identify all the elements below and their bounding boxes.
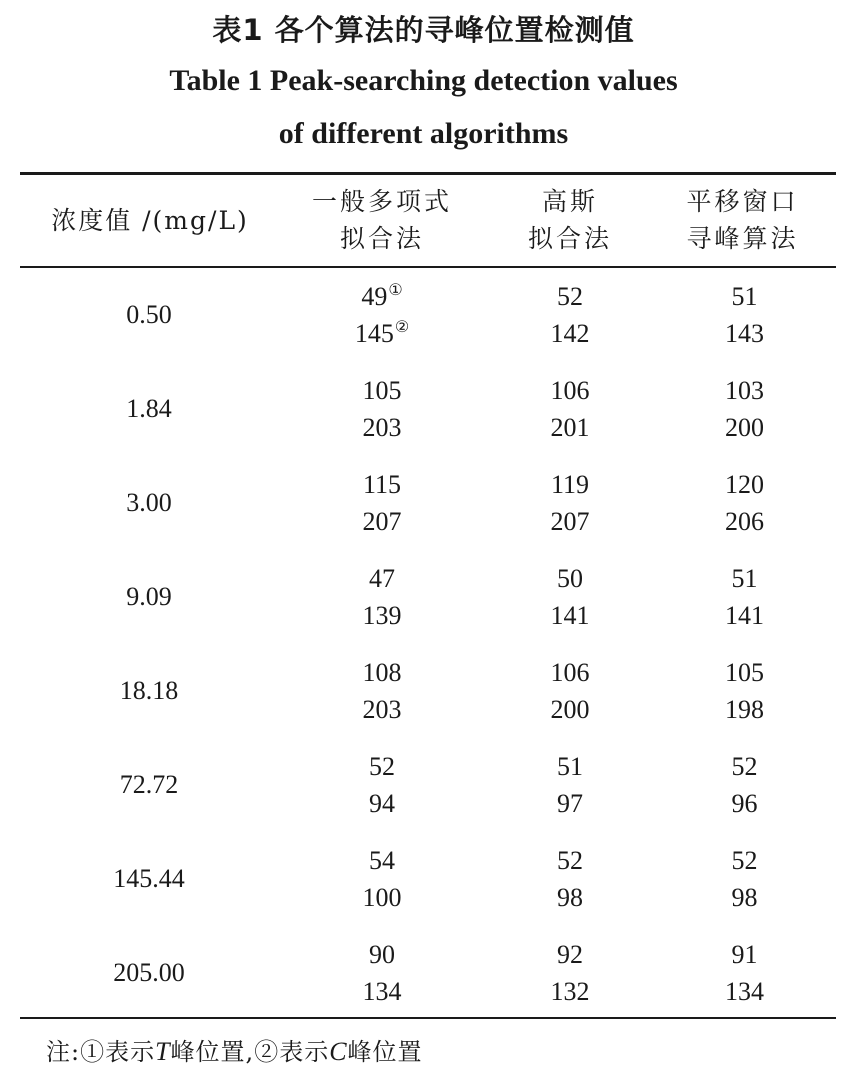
c-peak-value: 145② [354, 319, 410, 348]
gaussian-cell [470, 936, 670, 1010]
t-peak-value: 103 [725, 376, 764, 405]
concentration-cell: 9.09 [126, 582, 172, 611]
table-body [20, 278, 836, 1030]
polynomial-cell [282, 654, 482, 728]
window-cell [642, 654, 847, 728]
t-peak-value: 92 [557, 940, 583, 969]
c-peak-value: 139 [362, 601, 402, 630]
c-peak-value: 100 [362, 883, 402, 912]
t-peak-value: 52 [369, 752, 395, 781]
t-peak-value: 54 [369, 846, 395, 875]
c-peak-value: 207 [550, 507, 590, 536]
window-cell [642, 936, 847, 1010]
c-peak-value: 132 [550, 977, 590, 1006]
t-peak-value: 50 [557, 564, 583, 593]
concentration-cell: 145.44 [113, 864, 185, 893]
table-title-english-line2: of different algorithms [278, 117, 569, 150]
polynomial-cell [282, 560, 482, 634]
c-peak-value: 98 [557, 883, 583, 912]
footnote-middle: 峰位置,②表示 [170, 1038, 330, 1066]
c-peak-value: 200 [550, 695, 590, 724]
concentration-cell: 72.72 [119, 770, 179, 799]
header-polynomial-line1: 一般多项式 [311, 187, 452, 216]
polynomial-cell [282, 278, 482, 352]
c-peak-value: 96 [731, 789, 758, 818]
c-peak-value: 203 [362, 413, 402, 442]
t-peak-value: 115 [362, 470, 402, 499]
window-cell [642, 842, 847, 916]
polynomial-cell [282, 748, 482, 822]
c-peak-value: 134 [362, 977, 402, 1006]
top-rule [20, 172, 836, 175]
table-row [20, 936, 836, 1030]
concentration-cell: 1.84 [126, 394, 172, 423]
t-peak-value: 105 [362, 376, 402, 405]
header-window-line1: 平移窗口 [686, 187, 799, 216]
header-polynomial-fit [282, 183, 482, 257]
window-cell [642, 372, 847, 446]
footnote-prefix: 注:①表示 [46, 1038, 156, 1066]
c-peak-value: 206 [725, 507, 764, 536]
t-peak-value: 51 [731, 564, 758, 593]
header-gaussian-line1: 高斯 [541, 187, 598, 216]
t-peak-value: 49① [361, 282, 403, 311]
table-row [20, 372, 836, 466]
t-peak-value: 47 [369, 564, 395, 593]
t-peak-marker: ① [388, 282, 403, 299]
t-peak-value: 105 [725, 658, 764, 687]
c-peak-value: 94 [369, 789, 395, 818]
c-peak-value: 198 [725, 695, 764, 724]
c-peak-value: 200 [725, 413, 764, 442]
polynomial-cell [282, 936, 482, 1010]
concentration-cell: 205.00 [113, 958, 185, 987]
c-peak-value: 141 [550, 601, 590, 630]
window-cell [642, 278, 847, 352]
gaussian-cell [470, 466, 670, 540]
t-peak-value: 106 [550, 376, 590, 405]
table-row [20, 842, 836, 936]
c-peak-value: 134 [725, 977, 764, 1006]
c-peak-value: 142 [550, 319, 590, 348]
gaussian-cell [470, 654, 670, 728]
gaussian-cell [470, 842, 670, 916]
t-peak-value: 52 [731, 752, 758, 781]
t-peak-value: 51 [731, 282, 758, 311]
table-title-chinese: 表1 各个算法的寻峰位置检测值 [212, 13, 635, 47]
concentration-cell: 3.00 [126, 488, 172, 517]
concentration-cell: 0.50 [126, 300, 172, 329]
gaussian-cell [470, 278, 670, 352]
header-window-line2: 寻峰算法 [686, 224, 799, 253]
header-gaussian-line2: 拟合法 [527, 224, 612, 253]
t-peak-value: 52 [731, 846, 758, 875]
polynomial-cell [282, 372, 482, 446]
t-peak-value: 51 [557, 752, 583, 781]
gaussian-cell [470, 560, 670, 634]
table-footnote [46, 1032, 423, 1067]
polynomial-cell [282, 842, 482, 916]
c-peak-value: 201 [550, 413, 590, 442]
c-peak-value: 141 [725, 601, 764, 630]
table-title-english-line1: Table 1 Peak-searching detection values [169, 64, 678, 97]
c-peak-value: 207 [362, 507, 402, 536]
header-rule [20, 266, 836, 268]
window-cell [642, 748, 847, 822]
t-peak-value: 52 [557, 846, 583, 875]
table-row [20, 560, 836, 654]
c-peak-value: 203 [362, 695, 402, 724]
footnote-t-symbol: T [155, 1037, 171, 1066]
table-row [20, 748, 836, 842]
gaussian-cell [470, 372, 670, 446]
c-peak-value: 143 [725, 319, 764, 348]
t-peak-value: 90 [369, 940, 395, 969]
t-peak-value: 106 [550, 658, 590, 687]
header-polynomial-line2: 拟合法 [339, 224, 424, 253]
t-peak-value: 52 [557, 282, 583, 311]
table-row [20, 654, 836, 748]
footnote-suffix: 峰位置 [347, 1038, 423, 1066]
t-peak-value: 120 [725, 470, 764, 499]
polynomial-cell [282, 466, 482, 540]
t-peak-value: 108 [362, 658, 402, 687]
t-peak-value: 119 [550, 470, 590, 499]
header-sliding-window [640, 183, 845, 257]
window-cell [642, 560, 847, 634]
c-peak-marker: ② [394, 319, 410, 336]
c-peak-value: 97 [557, 789, 583, 818]
table-row [20, 466, 836, 560]
t-peak-value: 91 [731, 940, 758, 969]
table-row [20, 278, 836, 372]
header-concentration: 浓度值 /(mg/L) [51, 206, 249, 235]
concentration-cell: 18.18 [119, 676, 179, 705]
c-peak-value: 98 [731, 883, 758, 912]
footnote-c-symbol: C [329, 1037, 348, 1066]
bottom-rule [20, 1017, 836, 1019]
window-cell [642, 466, 847, 540]
gaussian-cell [470, 748, 670, 822]
